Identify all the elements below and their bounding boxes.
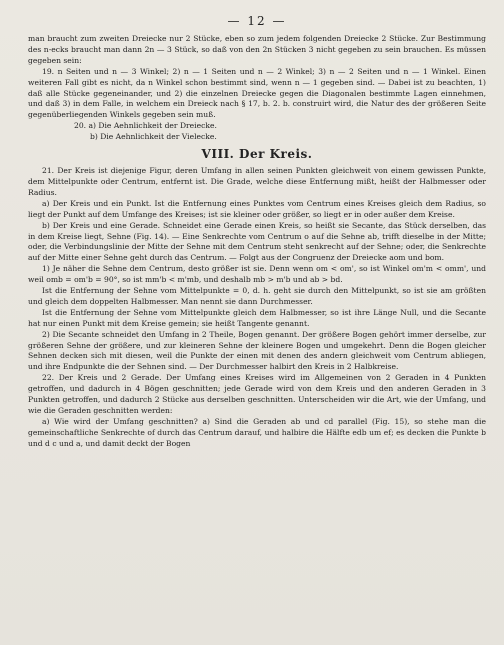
paragraph: 22. Der Kreis und 2 Gerade. Der Umfang eines Kreises wird im Allgemeinen von 2 Geraden in 4 Punkten getroffen, und dadurch in 4 Bögen geschnitten; jede Gerade wird von dem Kreis und den anderen Geraden in 3 Punkten getroffen, und dadurch 2 Stücke aus derselben geschnitten. Unterscheiden wir die Art, wie der Umfang, und wie die Geraden geschnitten werden: [28, 373, 486, 415]
paragraph: Ist die Entfernung der Sehne vom Mittelpunkte gleich dem Halbmesser, so ist ihre Länge Null, und die Secante hat nur einen Punkt mit dem Kreise gemein; sie heißt Tangente genannt. [28, 307, 486, 328]
paragraph: 21. Der Kreis ist diejenige Figur, deren Umfang in allen seinen Punkten gleichweit von einem gewissen Punkte, dem Mittelpunkte oder Centrum, entfernt ist. Die Grade, welche diese Entfernung mißt, heißt der Halbmesser oder Radius. [28, 166, 486, 197]
page-number: — 12 — [227, 14, 287, 28]
paragraph: man braucht zum zweiten Dreiecke nur 2 Stücke, eben so zum jedem folgenden Dreiecke 2 Stücke. Zur Bestimmung des n-ecks braucht man dann 2n — 3 Stück, so daß von den 2n Stücken 3 nicht gegeben zu sein brauchen. Es müssen gegeben sein: [28, 34, 486, 65]
paragraph: a) Wie wird der Umfang geschnitten? a) Sind die Geraden ab und cd parallel (Fig. 15), so stehe man die gemeinschaftliche Senkrechte of durch das Centrum darauf, und halbire die Hälfte edb um ef; es decken die Punkte b und d c und a, und damit deckt der Bogen [28, 416, 486, 448]
list-item: 20. a) Die Aehnlichkeit der Dreiecke. [74, 121, 217, 131]
paragraph: a) Der Kreis und ein Punkt. Ist die Entfernung eines Punktes vom Centrum eines Kreises gleich dem Radius, so liegt der Punkt auf dem Umfange des Kreises; ist sie kleiner oder größer, so liegt er in oder außer dem Kreise. [28, 198, 486, 219]
section-title: VIII. Der Kreis. [201, 147, 313, 162]
paragraph: 1) Je näher die Sehne dem Centrum, desto größer ist sie. Denn wenn om < om', so ist Winkel om'm < omm', und weil omb = om'b = 90°, so ist mm'b < m'mb, und deshalb mb > m'b und ab > bd. [28, 264, 486, 285]
paragraph: b) Der Kreis und eine Gerade. Schneidet eine Gerade einen Kreis, so heißt sie Secante, das Stück derselben, das in dem Kreise liegt, Sehne (Fig. 14). — Eine Senkrechte vom Centrum o auf die Sehne ab, trifft dieselbe in der Mitte; oder, die Verbindungslinie der Mitte der Sehne mit dem Centrum steht senkrecht auf der Sehne; oder, die Senkrechte auf der Mitte einer Sehne geht durch das Centrum. — Folgt aus der Congruenz der Dreiecke aom und bom. [28, 220, 486, 263]
paragraph: 2) Die Secante schneidet den Umfang in 2 Theile, Bogen genannt. Der größere Bogen gehört immer derselbe, zur größeren Sehne der größere, und zur kleineren Sehne der kleinere Bogen und umgekehrt. Denn die Bogen gleicher Sehnen decken sich mit diesen, weil die Punkte der einen mit denen des andern gleichweit vom Centrum abliegen, und ihre Endpunkte die der Sehnen sind. — Der Durchmesser halbirt den Kreis in 2 Halbkreise. [28, 329, 486, 372]
paragraph: Ist die Entfernung der Sehne vom Mittelpunkte = 0, d. h. geht sie durch den Mittelpunkt, so ist sie am größten und gleich dem doppelten Halbmesser. Man nennt sie dann Durchmesser. [28, 286, 486, 306]
paragraph: 19. n Seiten und n — 3 Winkel; 2) n — 1 Seiten und n — 2 Winkel; 3) n — 2 Seiten und n — 1 Winkel. Einen weiteren Fall gibt es nicht, da n Winkel schon bestimmt sind, wenn n — 1 gegeben sind. — Dabei ist zu beachten, 1) daß alle Stücke gegeneinander, und 2) die einzelnen Dreiecke gegen die Diagonalen bestimmte Lagen einnehmen, und daß 3) in dem Falle, in welchem ein Dreieck nach § 17, b. 2. b. construirt wird, die Natur des der größeren Seite gegenüberliegenden Winkels gegeben sein muß. [28, 66, 486, 120]
list-item: b) Die Aehnlichkeit der Vielecke. [90, 132, 217, 142]
